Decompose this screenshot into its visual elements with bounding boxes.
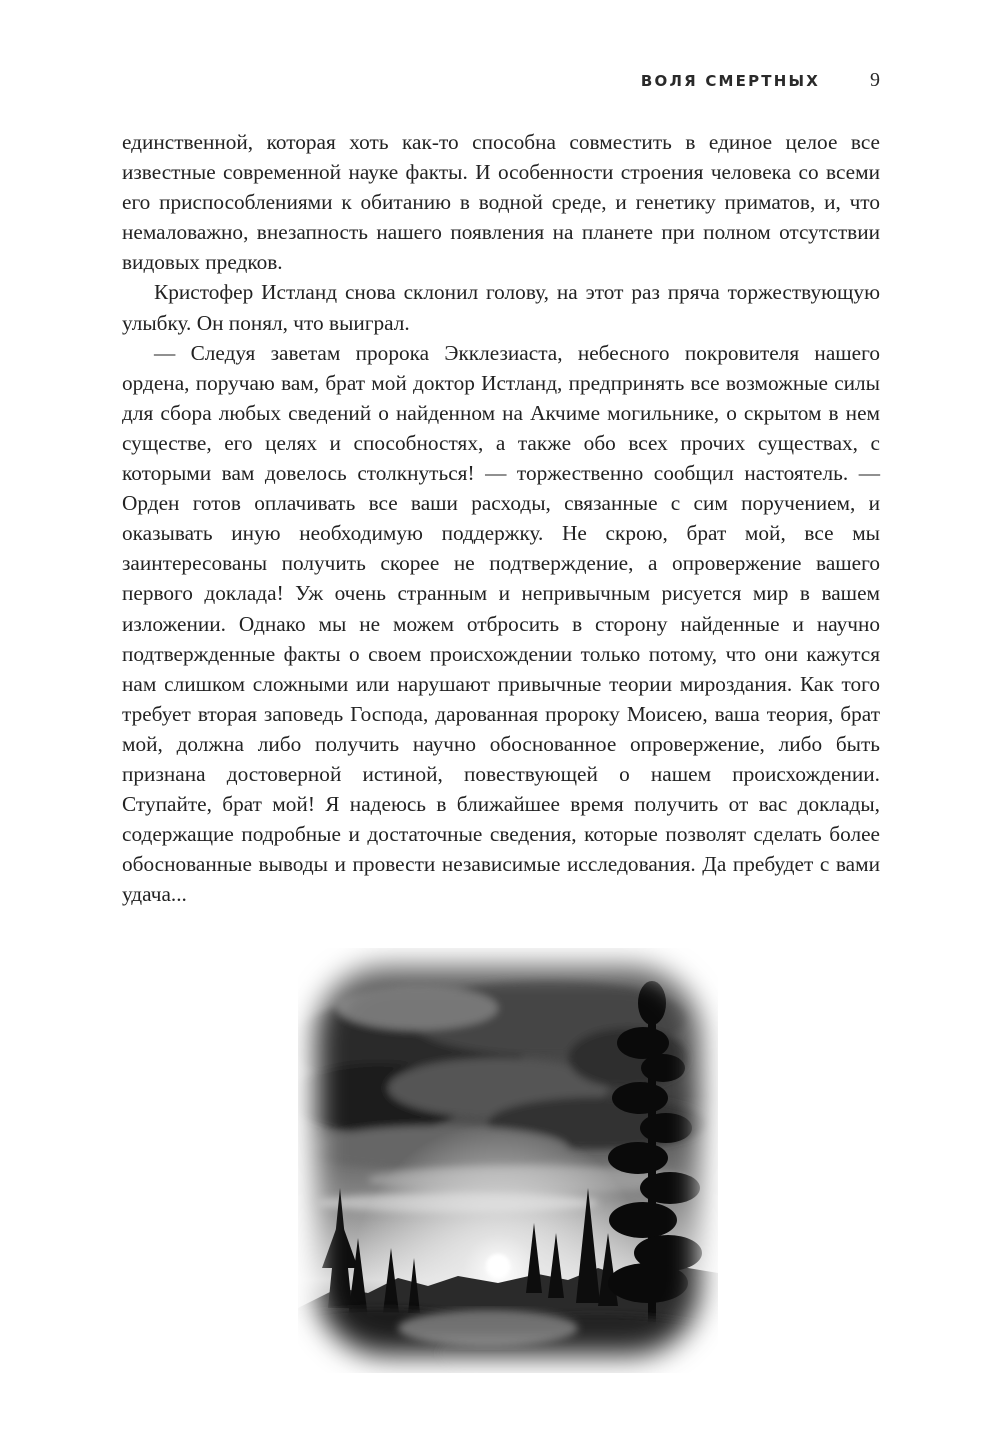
running-title: ВОЛЯ СМЕРТНЫХ xyxy=(640,72,820,90)
running-header xyxy=(122,70,880,98)
paragraph-dialogue: — Следуя заветам пророка Экклезиаста, небесного покровителя нашего ордена, поручаю вам, брат мой доктор Истланд, предпринять все возможные силы для сбора любых сведений о найденном на Акчиме могильнике, о скрытом в нем существе, его целях и способностях, а также обо всех прочих существах, с которыми вам довелось столкнуться! — торжественно сообщил настоятель. — Орден готов оплачивать все ваши расходы, связанные с сим поручением, и оказывать иную необходимую поддержку. Не скрою, брат мой, все мы заинтересованы получить скорее не подтверждение, а опровержение вашего первого доклада! Уж очень странным и непривычным рисуется мир в вашем изложении. Однако мы не можем отбросить в сторону найденные и научно подтвержденные факты о своем происхождении только потому, что они кажутся нам слишком сложными или нарушают привычные теории мироздания. Как того требует вторая заповедь Господа, дарованная пророку Моисею, ваша теория, брат мой, должна либо получить научно обоснованное опровержение, либо быть признана достоверной истиной, повествующей о нашем происхождении. Ступайте, брат мой! Я надеюсь в ближайшее время получить от вас доклады, содержащие подробные и достаточные сведения, которые позволят сделать более обоснованные выводы и провести независимые исследования. Да пребудет с вами удача... xyxy=(122,340,880,907)
paragraph: Кристофер Истланд снова склонил голову, на этот раз пряча торжествующую улыбку. Он понял, что выиграл. xyxy=(122,280,880,335)
sun xyxy=(486,1254,510,1278)
foreground-foliage xyxy=(298,1308,718,1373)
illustration-svg xyxy=(298,948,718,1373)
page-number: 9 xyxy=(870,69,880,91)
sunset-forest-illustration xyxy=(298,948,718,1373)
paragraph-continuation: единственной, которая хоть как-то способна совместить в единое целое все известные современной науке факты. И особенности строения человека со всеми его приспособлениями к обитанию в водной среде, и генетику приматов, и, что немаловажно, внезапность нашего появления на планете при полном отсутствии видовых предков. xyxy=(122,130,880,275)
body-text xyxy=(122,127,880,909)
